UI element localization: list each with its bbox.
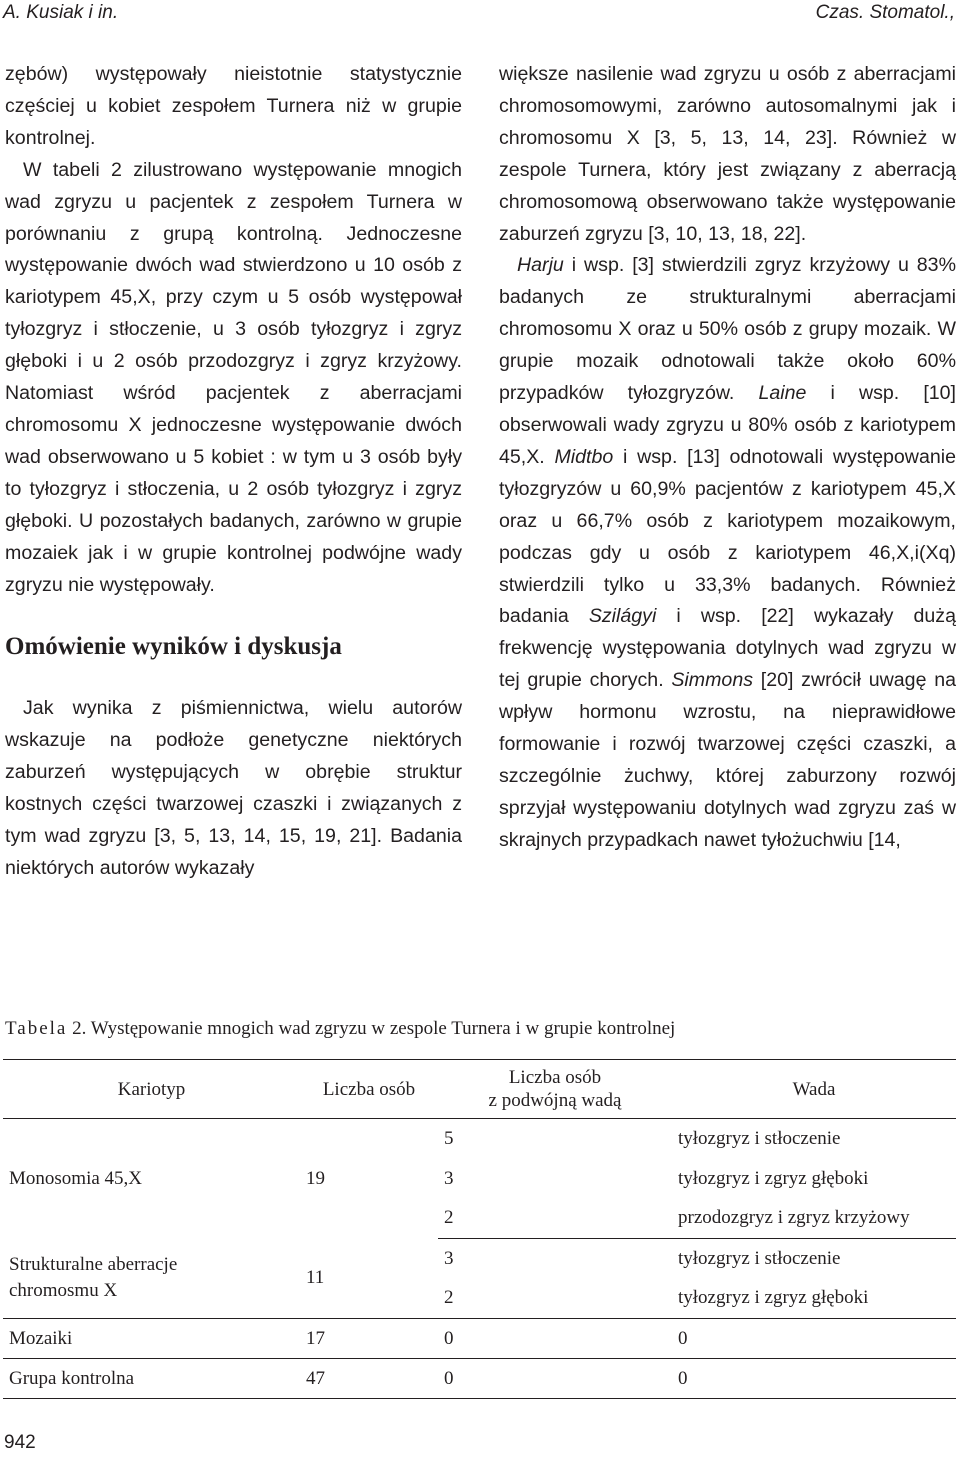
double-count: 5 bbox=[444, 1127, 454, 1149]
group-count: 11 bbox=[300, 1239, 438, 1319]
table-caption bbox=[5, 1018, 675, 1040]
data-table bbox=[3, 1059, 956, 1399]
defect: tyłozgryz i zgryz głęboki bbox=[672, 1279, 956, 1319]
table-label: Tabela bbox=[5, 1018, 68, 1039]
double-count: 0 bbox=[438, 1319, 672, 1359]
right-column bbox=[499, 59, 956, 857]
table-title: Występowanie mnogich wad zgryzu w zespole Turnera i w grupie kontrolnej bbox=[90, 1018, 676, 1039]
running-head-journal: Czas. Stomatol., bbox=[815, 2, 955, 23]
text-run: i wsp. [22] wykazały dużą frekwencję występowania dotylnych wad zgryzu w tej grupie chorych. bbox=[499, 605, 956, 692]
group-count: 17 bbox=[300, 1319, 438, 1359]
group-name-line1: Strukturalne aberracje bbox=[9, 1254, 178, 1276]
group-count: 19 bbox=[306, 1167, 325, 1189]
double-count: 3 bbox=[444, 1247, 454, 1269]
text-run: [20] zwrócił uwagę na wpływ hormonu wzrostu, na nieprawidłowe formowanie i rozwój twarzowej części czaszki, a szczególnie żuchwy, której zaburzony rozwój sprzyjał występowaniu dotylnych wad zgryzu zaś w skrajnych przypadkach nawet tyłożuchwiu [14, bbox=[499, 669, 956, 851]
defect: 0 bbox=[672, 1359, 956, 1399]
double-count: 0 bbox=[438, 1359, 672, 1399]
text-run: i wsp. [10] obserwowali wady zgryzu u 80% osób z kariotypem 45,X. bbox=[499, 382, 957, 468]
defect: tyłozgryz i zgryz głęboki bbox=[678, 1167, 869, 1189]
page-number: 942 bbox=[4, 1432, 36, 1453]
group-name: Monosomia 45,X bbox=[9, 1167, 142, 1189]
table-row bbox=[3, 1239, 956, 1279]
group-count: 47 bbox=[300, 1359, 438, 1399]
double-count: 3 bbox=[444, 1167, 454, 1189]
table-row bbox=[3, 1319, 956, 1359]
author-name: Laine bbox=[758, 382, 807, 405]
paragraph-discussion: Jak wynika z piśmiennictwa, wielu autorów wskazuje na podłoże genetyczne niektórych zaburzeń występujących w obrębie struktur kostnych części twarzowej czaszki i związanych z tym wad zgryzu [3, 5, 13, 14, 15, 19, 21]. Badania niektórych autorów wykazały bbox=[5, 697, 462, 879]
paragraph-literature bbox=[499, 250, 956, 856]
defect: 0 bbox=[672, 1319, 956, 1359]
double-count: 2 bbox=[438, 1279, 672, 1319]
author-name: Simmons bbox=[671, 669, 754, 692]
running-head-authors: A. Kusiak i in. bbox=[3, 2, 119, 23]
author-name: Harju bbox=[517, 254, 564, 277]
author-name: Szilágyi bbox=[588, 605, 657, 628]
table-row bbox=[3, 1359, 956, 1399]
header-double-line2: z podwójną wadą bbox=[488, 1090, 622, 1111]
header-double-line1: Liczba osób bbox=[508, 1067, 602, 1088]
header-defect: Wada bbox=[792, 1078, 836, 1100]
double-count: 2 bbox=[438, 1199, 672, 1239]
group-name: Grupa kontrolna bbox=[3, 1359, 300, 1399]
header-double-defect bbox=[438, 1060, 672, 1119]
left-column bbox=[5, 59, 462, 885]
section-heading: Omówienie wyników i dyskusja bbox=[5, 633, 342, 661]
defect: tyłozgryz i stłoczenie bbox=[678, 1127, 841, 1149]
header-count: Liczba osób bbox=[322, 1078, 416, 1100]
defect: tyłozgryz i stłoczenie bbox=[678, 1247, 841, 1269]
defect: przodozgryz i zgryz krzyżowy bbox=[672, 1199, 956, 1239]
text-run: i wsp. [3] stwierdzili zgryz krzyżowy u 83% badanych ze strukturalnymi aberracjami chromosomu X oraz u 50% osób z grupy mozaik. W grupie mozaik odnotowali także około 60% przypadków tyłozgryzów. bbox=[499, 254, 956, 405]
table-number: 2. bbox=[72, 1018, 87, 1039]
text-run: i wsp. [13] odnotowali występowanie tyłozgryzów u 60,9% pacjentów z kariotypem 45,X oraz u 66,7% osób z kariotypem mozaikowym, podczas gdy u osób z kariotypem 46,X,i(Xq) stwierdzili tylko u 33,3% badanych. Również badania bbox=[499, 445, 956, 628]
header-karyotype: Kariotyp bbox=[117, 1078, 186, 1100]
paragraph-table-description: W tabeli 2 zilustrowano występowanie mnogich wad zgryzu u pacjentek z zespołem Turnera w porównaniu z grupą kontrolną. Jednoczesne występowanie dwóch wad stwierdzono u 10 osób z kariotypem 45,X, przy czym u 5 osób występował tyłozgryz i stłoczenie, u 3 osób tyłozgryz i zgryz głęboki i u 2 osób przodozgryz i zgryz krzyżowy. Natomiast wśród pacjentek z aberracjami chromosomu X jednoczesne występowanie dwóch wad obserwowano u 5 kobiet : w tym u 3 osób były to tyłozgryz i stłoczenia, u 2 osób tyłozgryz i zgryz głęboki. U pozostałych badanych, zarówno w grupie mozaiek jak i w grupie kontrolnej podwójne wady zgryzu nie występowały. bbox=[5, 158, 462, 596]
running-head bbox=[0, 2, 955, 28]
paragraph-aberrations: większe nasilenie wad zgryzu u osób z aberracjami chromosomowymi, zarówno autosomalnymi jak i chromosomu X [3, 5, 13, 14, 23]. Również w zespole Turnera, który jest związany z aberracją chromosomową obserwowano także występowanie zaburzeń zgryzu [3, 10, 13, 18, 22]. bbox=[499, 63, 956, 245]
author-name: Midtbo bbox=[554, 445, 614, 468]
table-header-row bbox=[3, 1060, 956, 1119]
table-row bbox=[3, 1119, 956, 1159]
group-name bbox=[3, 1239, 300, 1319]
group-name: Mozaiki bbox=[3, 1319, 300, 1359]
paragraph-continuation: zębów) występowały nieistotnie statystycznie częściej u kobiet zespołem Turnera niż w grupie kontrolnej. bbox=[5, 63, 462, 149]
group-name-line2: chromosmu X bbox=[9, 1280, 118, 1302]
